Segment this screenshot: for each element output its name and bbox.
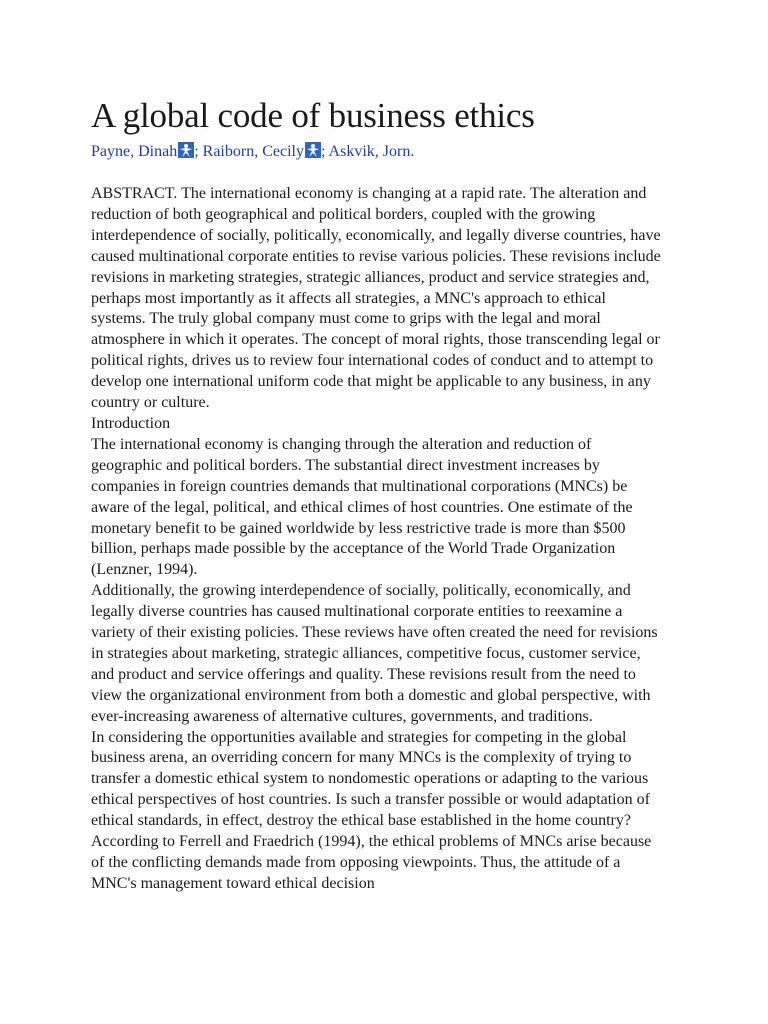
abstract-paragraph: ABSTRACT. The international economy is changing at a rapid rate. The alteration and reduction of both geographical and political borders, coupled with the growing interdependence of socially, politically, economically, and legally diverse countries, have caused multinational corporate entities to revise various policies. These revisions include revisions in marketing strategies, strategic alliances, product and service strategies and, perhaps most importantly as it affects all strategies, a MNC's approach to ethical systems. The truly global company must come to grips with the legal and moral atmosphere in which it operates. The concept of moral rights, those transcending legal or political rights, drives us to review four international codes of conduct and to attempt to develop one international uniform code that might be applicable to any business, in any country or culture. bbox=[91, 185, 661, 412]
body-paragraph: In considering the opportunities available and strategies for competing in the global business arena, an overriding concern for many MNCs is the complexity of trying to transfer a domestic ethical system to nondomestic operations or adapting to the various ethical perspectives of host countries. Is such a transfer possible or would adaptation of ethical standards, in effect, destroy the ethical base established in the home country? According to Ferrell and Fraedrich (1994), the ethical problems of MNCs arise because of the conflicting demands made from opposing viewpoints. Thus, the attitude of a MNC's management toward ethical decision bbox=[91, 728, 652, 892]
person-icon[interactable] bbox=[305, 142, 321, 158]
author-list bbox=[91, 140, 661, 164]
document-title: A global code of business ethics bbox=[91, 96, 535, 135]
person-icon[interactable] bbox=[178, 142, 194, 158]
author-separator: ; bbox=[320, 143, 329, 160]
author-separator: ; bbox=[194, 143, 203, 160]
body-paragraph: Additionally, the growing interdependence of socially, politically, economically, and legally diverse countries has caused multinational corporate entities to reexamine a variety of their existing policies. These reviews have often created the need for revisions in strategies about marketing, strategic alliances, competitive focus, customer service, and product and service offerings and quality. These revisions result from the need to view the organizational environment from both a domestic and global perspective, with ever-increasing awareness of alternative cultures, governments, and traditions. bbox=[91, 582, 658, 725]
author-link-askvik[interactable]: Askvik, Jorn. bbox=[328, 143, 415, 160]
author-link-payne[interactable]: Payne, Dinah bbox=[91, 143, 178, 160]
author-link-raiborn[interactable]: Raiborn, Cecily bbox=[202, 143, 304, 160]
document-page bbox=[91, 94, 661, 895]
body-paragraph: The international economy is changing through the alteration and reduction of geographic and political borders. The substantial direct investment increases by companies in foreign countries demands that multinational corporations (MNCs) be aware of the legal, political, and ethical climes of host countries. One estimate of the monetary benefit to be gained worldwide by less restrictive trade is more than $500 billion, perhaps made possible by the acceptance of the World Trade Organization (Lenzner, 1994). bbox=[91, 435, 633, 579]
article-body bbox=[91, 184, 661, 895]
section-heading-introduction: Introduction bbox=[91, 414, 171, 432]
